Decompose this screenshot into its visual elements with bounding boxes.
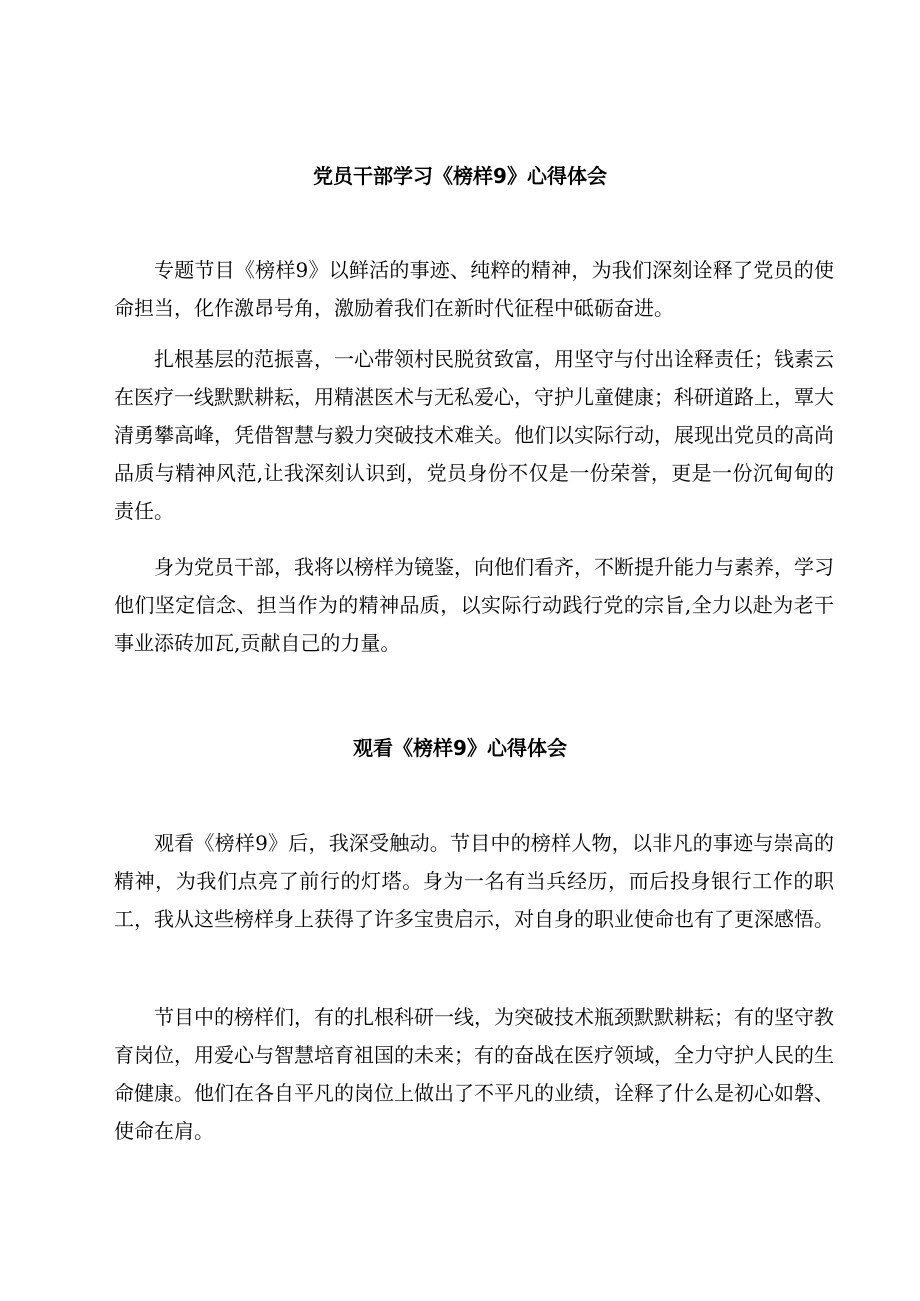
section-2-title: 观看《榜样9》心得体会 [353,736,567,760]
section-2-paragraph-2: 节目中的榜样们，有的扎根科研一线，为突破技术瓶颈默默耕耘；有的坚守教育岗位，用爱心与智慧培育祖国的未来；有的奋战在医疗领域，全力守护人民的生命健康。他们在各自平凡的岗位上做出了不平凡的业绩，诠释了什么是初心如磐、使命在肩。 [114,1005,834,1143]
section-1-paragraph-1: 专题节目《榜样9》以鲜活的事迹、纯粹的精神，为我们深刻诠释了党员的使命担当，化作激昂号角，激励着我们在新时代征程中砥砺奋进。 [114,258,834,320]
section-1-paragraph-3: 身为党员干部，我将以榜样为镜鉴，向他们看齐，不断提升能力与素养，学习他们坚定信念、担当作为的精神品质，以实际行动践行党的宗旨,全力以赴为老干事业添砖加瓦,贡献自己的力量。 [114,555,834,655]
section-2-paragraph-1: 观看《榜样9》后，我深受触动。节目中的榜样人物，以非凡的事迹与崇高的精神，为我们点亮了前行的灯塔。身为一名有当兵经历，而后投身银行工作的职工，我从这些榜样身上获得了许多宝贵启示，对自身的职业使命也有了更深感悟。 [114,831,834,931]
section-1-title: 党员干部学习《榜样9》心得体会 [313,164,607,188]
section-1-paragraph-2: 扎根基层的范振喜，一心带领村民脱贫致富，用坚守与付出诠释责任；钱素云在医疗一线默默耕耘，用精湛医术与无私爱心，守护儿童健康；科研道路上，覃大清勇攀高峰，凭借智慧与毅力突破技术难关。他们以实际行动，展现出党员的高尚品质与精神风范,让我深刻认识到，党员身份不仅是一份荣誉，更是一份沉甸甸的责任。 [114,347,834,523]
